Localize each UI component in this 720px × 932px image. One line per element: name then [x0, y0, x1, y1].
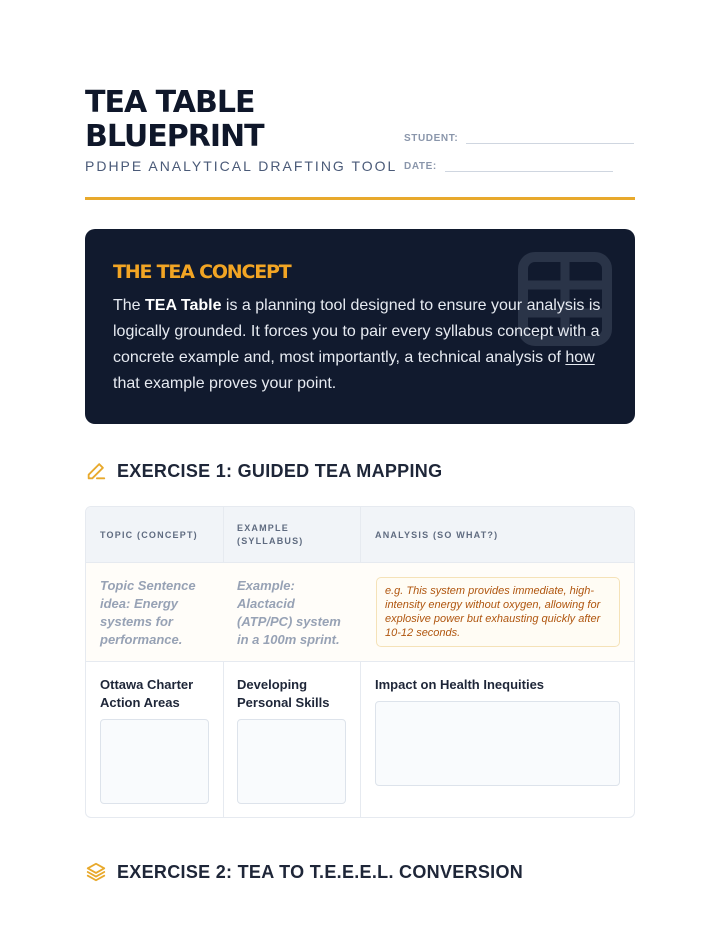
- pencil-icon: [85, 460, 107, 482]
- concept-body-text: The: [113, 297, 146, 314]
- table-row-example: [86, 563, 634, 662]
- col-header-example-line2: (SYLLABUS): [237, 536, 304, 546]
- col-header-topic: TOPIC (CONCEPT): [100, 529, 198, 540]
- col-header-example: [237, 507, 304, 563]
- layers-icon: [85, 861, 107, 883]
- header: [85, 86, 635, 201]
- header-divider: [85, 197, 635, 200]
- example-topic: Topic Sentence idea: Energy systems for performance.: [100, 578, 196, 647]
- concept-body-bold: TEA Table: [145, 297, 222, 314]
- concept-card: [85, 229, 635, 424]
- col-header-analysis: ANALYSIS (SO WHAT?): [375, 529, 499, 540]
- exercise2-title: EXERCISE 2: TEA TO T.E.E.E.L. CONVERSION: [117, 861, 524, 882]
- task-example-label: Developing Personal Skills: [237, 677, 330, 710]
- task-analysis-label: Impact on Health Inequities: [375, 677, 545, 692]
- concept-body-text: is a planning tool designed to ensure your analysis is logically grounded. It forces you to pair every syllabus concept with a concrete example and, most importantly, a technical analysis of: [113, 297, 601, 366]
- title-line-1: TEA TABLE: [85, 85, 255, 120]
- exercise2-heading: [85, 861, 523, 883]
- column-divider: [360, 507, 361, 818]
- date-field[interactable]: [404, 158, 613, 172]
- concept-body-text: that example proves your point.: [113, 375, 337, 392]
- page-subtitle: PDHPE ANALYTICAL DRAFTING TOOL: [85, 158, 398, 174]
- example-example: Example: Alactacid (ATP/PC) system in a 100m sprint.: [237, 578, 341, 647]
- exercise1-title: EXERCISE 1: GUIDED TEA MAPPING: [117, 460, 443, 481]
- task-topic-label: Ottawa Charter Action Areas: [100, 677, 194, 710]
- exercise1-heading: [85, 460, 442, 482]
- concept-body: [113, 293, 613, 397]
- analysis-input-box[interactable]: [375, 701, 620, 786]
- title-line-2: BLUEPRINT: [85, 119, 264, 154]
- example-input-box[interactable]: [237, 719, 346, 804]
- col-header-example-line1: EXAMPLE: [237, 523, 289, 533]
- student-label: STUDENT:: [404, 133, 459, 144]
- concept-title: THE TEA CONCEPT: [113, 261, 291, 283]
- date-input-line[interactable]: [445, 158, 613, 172]
- topic-input-box[interactable]: [100, 719, 209, 804]
- page-title: [85, 86, 385, 154]
- example-analysis: e.g. This system provides immediate, high-intensity energy without oxygen, allowing for explosive power but exhausting quickly after 10-12 seconds.: [376, 577, 620, 647]
- date-label: DATE:: [404, 161, 437, 172]
- concept-body-underline: how: [565, 349, 595, 366]
- tea-table: [85, 506, 635, 818]
- student-input-line[interactable]: [466, 130, 634, 144]
- column-divider: [223, 507, 224, 818]
- student-field[interactable]: [404, 130, 634, 144]
